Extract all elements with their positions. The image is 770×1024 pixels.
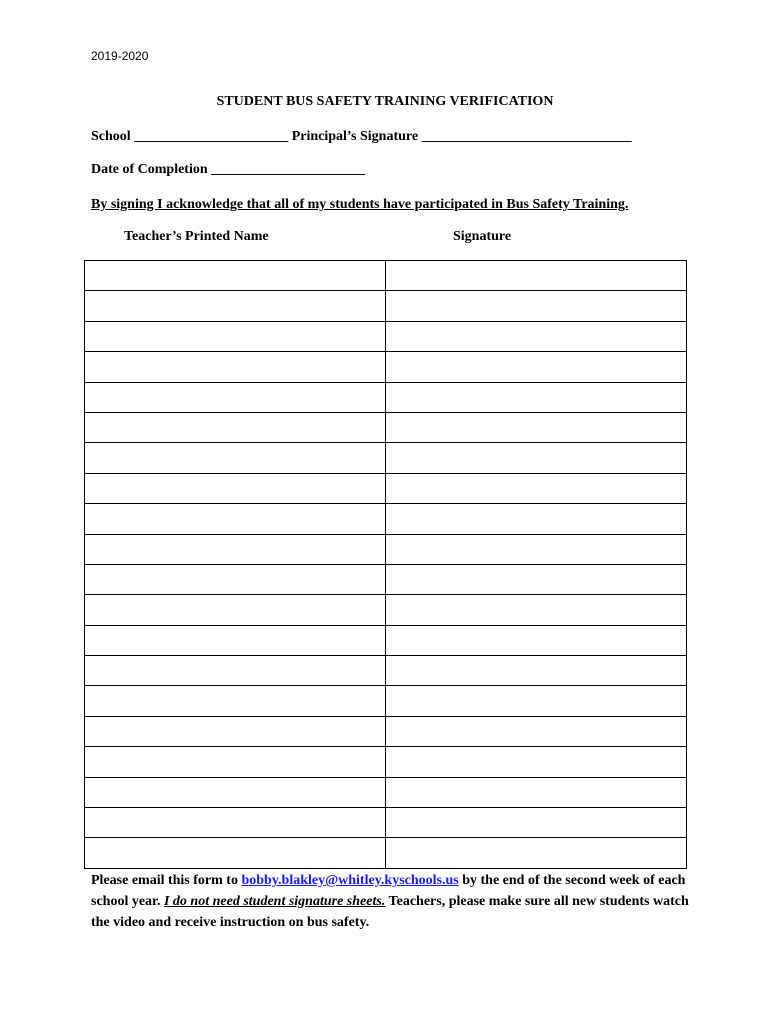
footer-text-intro: Please email this form to <box>91 873 242 888</box>
school-year-label: 2019-2020 <box>91 49 149 63</box>
table-row <box>85 443 687 473</box>
date-completion-field[interactable]: ______________________ <box>211 162 366 177</box>
footer-instructions <box>91 870 691 933</box>
school-field[interactable]: ______________________ <box>134 129 289 144</box>
table-row <box>85 412 687 442</box>
footer-text-deadline: by the end of the second week of each school year. <box>91 873 686 909</box>
acknowledgement-text: By signing I acknowledge that all of my students have participated in Bus Safety Training. <box>91 197 629 212</box>
principal-signature-field[interactable]: ______________________________ <box>421 129 632 144</box>
signature-cell[interactable] <box>386 686 687 716</box>
signature-cell[interactable] <box>386 352 687 382</box>
teacher-name-cell[interactable] <box>85 534 386 564</box>
teacher-name-cell[interactable] <box>85 838 386 868</box>
date-completion-label: Date of Completion <box>91 162 208 177</box>
signature-cell[interactable] <box>386 382 687 412</box>
table-row <box>85 321 687 351</box>
table-row <box>85 382 687 412</box>
teacher-name-cell[interactable] <box>85 747 386 777</box>
table-row <box>85 291 687 321</box>
signature-cell[interactable] <box>386 261 687 291</box>
signature-cell[interactable] <box>386 625 687 655</box>
table-row <box>85 261 687 291</box>
teacher-name-cell[interactable] <box>85 595 386 625</box>
teacher-name-cell[interactable] <box>85 352 386 382</box>
footer-text-closing: Teachers, please make sure all new students watch the video and receive instruction on bus safety. <box>91 894 689 930</box>
table-row <box>85 595 687 625</box>
teacher-name-cell[interactable] <box>85 504 386 534</box>
table-row <box>85 838 687 868</box>
table-row <box>85 504 687 534</box>
date-line <box>91 162 365 178</box>
signature-cell[interactable] <box>386 595 687 625</box>
email-link[interactable]: bobby.blakley@whitley.kyschools.us <box>241 873 459 888</box>
signature-sheet-note: I do not need student signature sheets. <box>163 894 386 909</box>
signature-cell[interactable] <box>386 504 687 534</box>
signature-cell[interactable] <box>386 747 687 777</box>
teacher-name-cell[interactable] <box>85 443 386 473</box>
school-label: School <box>91 129 131 144</box>
column-header-name: Teacher’s Printed Name <box>124 229 269 244</box>
signature-cell[interactable] <box>386 443 687 473</box>
column-header-signature: Signature <box>453 229 512 244</box>
signature-cell[interactable] <box>386 473 687 503</box>
table-row <box>85 564 687 594</box>
principal-signature-label: Principal’s Signature <box>291 129 419 144</box>
signature-cell[interactable] <box>386 321 687 351</box>
signature-cell[interactable] <box>386 777 687 807</box>
teacher-name-cell[interactable] <box>85 625 386 655</box>
table-row <box>85 625 687 655</box>
signature-table <box>84 260 687 869</box>
teacher-name-cell[interactable] <box>85 808 386 838</box>
teacher-name-cell[interactable] <box>85 261 386 291</box>
signature-cell[interactable] <box>386 656 687 686</box>
teacher-name-cell[interactable] <box>85 686 386 716</box>
teacher-name-cell[interactable] <box>85 321 386 351</box>
signature-cell[interactable] <box>386 291 687 321</box>
teacher-name-cell[interactable] <box>85 716 386 746</box>
signature-cell[interactable] <box>386 716 687 746</box>
table-row <box>85 716 687 746</box>
table-row <box>85 473 687 503</box>
teacher-name-cell[interactable] <box>85 382 386 412</box>
table-row <box>85 686 687 716</box>
school-principal-line <box>91 129 632 145</box>
table-row <box>85 656 687 686</box>
signature-cell[interactable] <box>386 808 687 838</box>
signature-cell[interactable] <box>386 412 687 442</box>
signature-cell[interactable] <box>386 534 687 564</box>
signature-cell[interactable] <box>386 564 687 594</box>
form-title: STUDENT BUS SAFETY TRAINING VERIFICATION <box>216 94 554 109</box>
teacher-name-cell[interactable] <box>85 412 386 442</box>
table-row <box>85 808 687 838</box>
table-row <box>85 747 687 777</box>
teacher-name-cell[interactable] <box>85 656 386 686</box>
table-row <box>85 777 687 807</box>
teacher-name-cell[interactable] <box>85 291 386 321</box>
table-row <box>85 352 687 382</box>
teacher-name-cell[interactable] <box>85 473 386 503</box>
teacher-name-cell[interactable] <box>85 777 386 807</box>
signature-cell[interactable] <box>386 838 687 868</box>
teacher-name-cell[interactable] <box>85 564 386 594</box>
table-row <box>85 534 687 564</box>
